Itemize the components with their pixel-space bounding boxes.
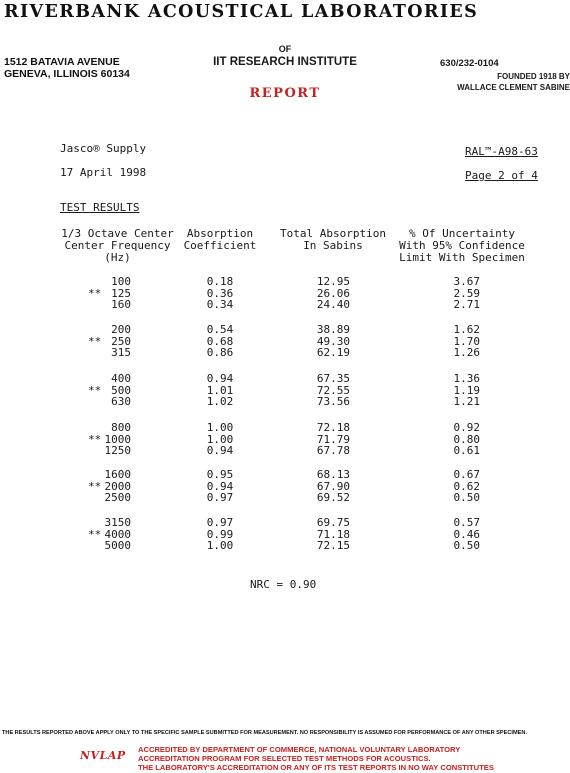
row-coefficient: 0.34	[206, 298, 234, 312]
row-mark: **	[88, 479, 102, 493]
row-sabins: 69.52	[316, 491, 350, 505]
sabins-header-line-1: Total Absorption	[280, 227, 386, 240]
row-sabins: 24.40	[316, 298, 350, 312]
sabins-header	[273, 228, 393, 252]
row-frequency: 1600	[104, 468, 131, 481]
row-coefficient: 0.94	[206, 372, 234, 385]
row-sabins: 38.89	[316, 323, 350, 336]
row-coefficient: 0.54	[206, 323, 234, 336]
of-label: OF	[278, 44, 292, 54]
row-sabins: 71.79	[316, 432, 350, 446]
row-uncertainty: 2.59	[453, 286, 480, 300]
row-mark: **	[88, 527, 102, 541]
row-uncertainty: 1.19	[453, 383, 480, 397]
institute-name: IIT RESEARCH INSTITUTE	[213, 56, 357, 68]
row-mark: **	[88, 334, 102, 348]
row-uncertainty: 0.67	[453, 468, 480, 481]
freq-header-line-2: Center Frequency	[64, 239, 171, 252]
accreditation-line-3: THE LABORATORY'S ACCREDITATION OR ANY OF ITS TEST REPORTS IN NO WAY CONSTITUTES	[138, 763, 494, 773]
report-heading: REPORT	[249, 86, 321, 101]
row-uncertainty: 0.80	[453, 432, 480, 446]
uncert-header-line-3: Limit With Specimen	[399, 251, 525, 264]
row-sabins: 72.15	[316, 539, 350, 553]
accreditation-line-2: ACCREDITATION PROGRAM FOR SELECTED TEST METHODS FOR ACOUSTICS.	[138, 754, 431, 764]
row-frequency: 125	[111, 286, 131, 300]
coef-header	[175, 228, 265, 252]
row-frequency: 100	[111, 275, 131, 288]
row-coefficient: 0.94	[206, 479, 234, 493]
row-sabins: 72.18	[316, 421, 350, 434]
row-sabins: 67.90	[316, 479, 350, 493]
nvlap-logo	[80, 748, 126, 762]
row-frequency: 200	[111, 323, 131, 336]
row-sabins: 73.56	[316, 395, 350, 409]
row-uncertainty: 1.21	[453, 395, 480, 409]
row-sabins: 62.19	[316, 346, 350, 360]
row-mark: **	[88, 383, 102, 397]
row-coefficient: 1.00	[206, 421, 234, 434]
coef-header-line-1: Absorption	[186, 227, 254, 240]
row-sabins: 49.30	[316, 334, 350, 348]
row-frequency: 2000	[104, 479, 131, 493]
row-uncertainty: 0.61	[453, 444, 480, 458]
row-coefficient: 0.68	[206, 334, 234, 348]
row-frequency: 630	[111, 395, 131, 409]
row-frequency: 1250	[104, 444, 131, 458]
row-coefficient: 1.00	[206, 432, 234, 446]
row-coefficient: 0.86	[206, 346, 234, 360]
row-frequency: 160	[111, 298, 131, 312]
row-frequency: 400	[111, 372, 131, 385]
founded-line-1: FOUNDED 1918 BY	[497, 72, 570, 81]
row-sabins: 68.13	[316, 468, 350, 481]
row-frequency: 315	[111, 346, 131, 360]
row-coefficient: 0.95	[206, 468, 234, 481]
row-coefficient: 0.94	[206, 444, 234, 458]
row-frequency: 5000	[104, 539, 131, 553]
row-coefficient: 0.97	[206, 491, 234, 505]
row-coefficient: 1.01	[206, 383, 234, 397]
row-frequency: 4000	[104, 527, 131, 541]
row-coefficient: 0.36	[206, 286, 234, 300]
row-frequency: 250	[111, 334, 131, 348]
row-uncertainty: 0.50	[453, 491, 480, 505]
row-uncertainty: 1.36	[453, 372, 480, 385]
sabins-header-line-2: In Sabins	[303, 239, 363, 252]
row-uncertainty: 0.57	[453, 516, 480, 529]
row-frequency: 3150	[104, 516, 131, 529]
uncert-header	[392, 228, 532, 264]
accreditation-line-1: ACCREDITED BY DEPARTMENT OF COMMERCE, NATIONAL VOLUNTARY LABORATORY	[138, 745, 461, 754]
freq-header	[55, 228, 180, 264]
row-sabins: 67.35	[316, 372, 350, 385]
report-number: RAL™-A98-63	[465, 145, 538, 158]
lab-name: RIVERBANK ACOUSTICAL LABORATORIES	[4, 2, 479, 22]
accreditation-text	[138, 745, 494, 773]
row-frequency: 500	[111, 383, 131, 397]
row-uncertainty: 1.62	[453, 323, 480, 336]
address-line-2: GENEVA, ILLINOIS 60134	[4, 68, 130, 80]
footer-disclaimer: THE RESULTS REPORTED ABOVE APPLY ONLY TO THE SPECIFIC SAMPLE SUBMITTED FOR MEASUREMENT. NO RESPONSIBILITY IS ASSUMED FOR PERFORMANCE OF ANY OTHER SPECIMEN.	[2, 730, 527, 736]
report-date: 17 April 1998	[60, 166, 147, 179]
row-sabins: 12.95	[316, 275, 350, 288]
section-title: TEST RESULTS	[60, 201, 140, 214]
row-uncertainty: 1.26	[453, 346, 480, 360]
client-name: Jasco® Supply	[60, 142, 147, 155]
uncert-header-line-1: % Of Uncertainty	[409, 227, 515, 240]
row-uncertainty: 2.71	[453, 298, 480, 312]
row-coefficient: 1.02	[206, 395, 234, 409]
coef-header-line-2: Coefficient	[183, 239, 257, 252]
row-coefficient: 0.99	[206, 527, 234, 541]
row-coefficient: 0.18	[206, 275, 234, 288]
row-uncertainty: 1.70	[453, 334, 480, 348]
row-uncertainty: 3.67	[453, 275, 480, 288]
row-sabins: 72.55	[316, 383, 350, 397]
row-uncertainty: 0.62	[453, 479, 480, 493]
row-frequency: 1000	[104, 432, 131, 446]
page-number: Page 2 of 4	[465, 169, 538, 182]
row-coefficient: 1.00	[206, 539, 234, 553]
phone-number: 630/232-0104	[440, 58, 499, 69]
uncert-header-line-2: With 95% Confidence	[399, 239, 525, 252]
row-frequency: 2500	[104, 491, 131, 505]
row-sabins: 67.78	[316, 444, 350, 458]
nrc-value: NRC = 0.90	[250, 578, 317, 591]
address-line-1: 1512 BATAVIA AVENUE	[4, 56, 120, 68]
row-uncertainty: 0.50	[453, 539, 480, 553]
row-sabins: 26.06	[316, 286, 350, 300]
row-coefficient: 0.97	[206, 516, 234, 529]
row-uncertainty: 0.46	[453, 527, 480, 541]
founded-line-2: WALLACE CLEMENT SABINE	[457, 83, 570, 92]
freq-header-line-3: (Hz)	[104, 251, 131, 264]
nvlap-logo-text: NVLAP	[80, 749, 126, 762]
row-mark: **	[88, 432, 102, 446]
row-uncertainty: 0.92	[453, 421, 480, 434]
row-frequency: 800	[111, 421, 131, 434]
freq-header-line-1: 1/3 Octave Center	[61, 227, 174, 240]
row-sabins: 69.75	[316, 516, 350, 529]
row-mark: **	[88, 286, 102, 300]
row-sabins: 71.18	[316, 527, 350, 541]
